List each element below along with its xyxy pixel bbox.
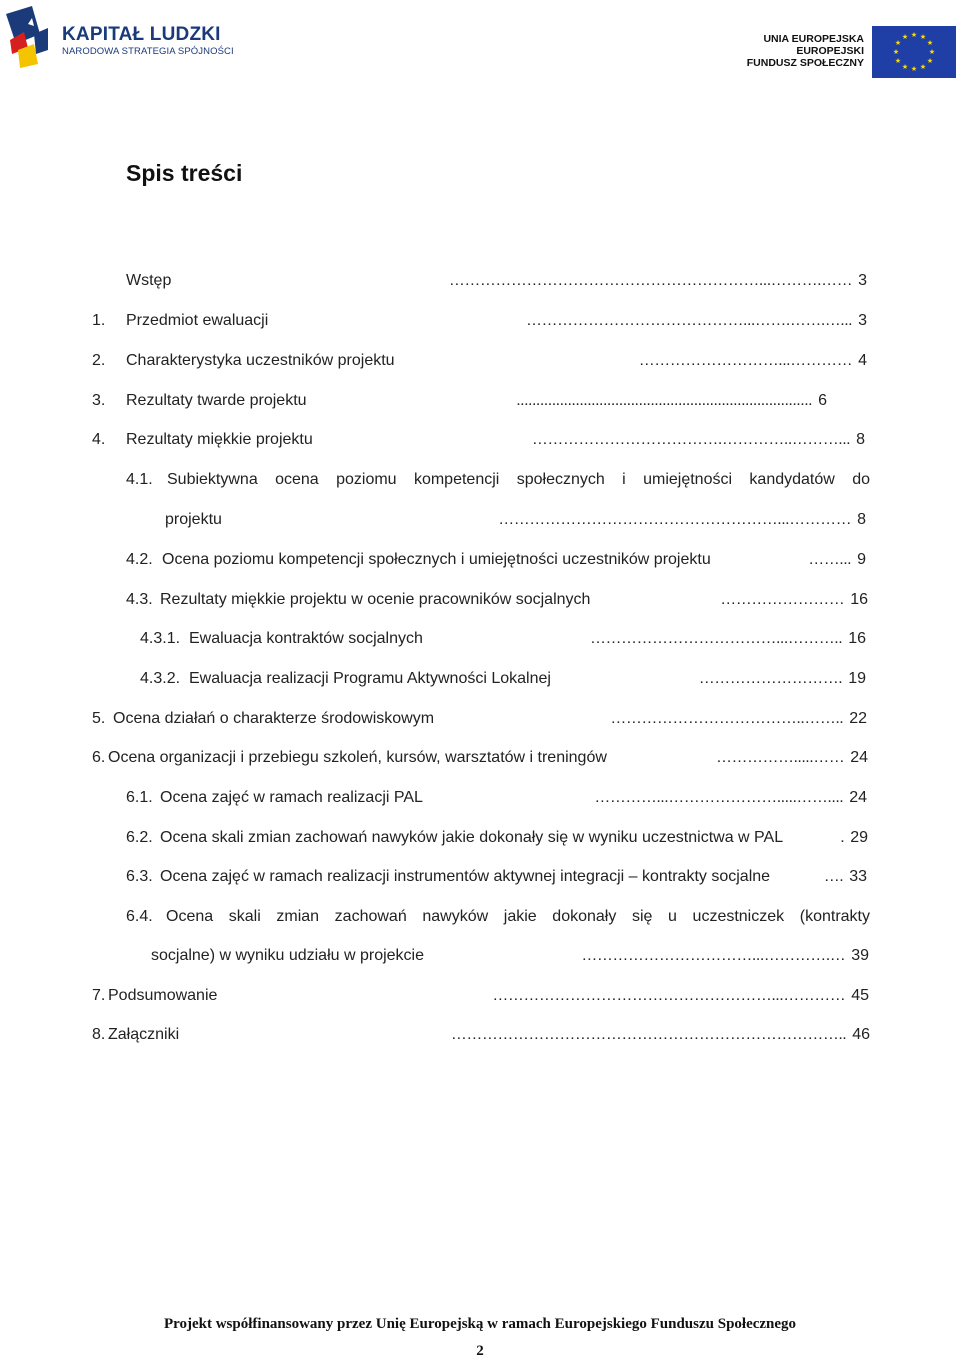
toc-entry-leader: ………………………………………………...………… — [492, 987, 846, 1004]
toc-entry-page: 3 — [858, 272, 867, 289]
toc-entry-title: Ewaluacja kontraktów socjalnych — [189, 630, 423, 647]
toc-entry-page: 3 — [858, 312, 867, 329]
toc-entry-number: 3. — [92, 392, 106, 409]
toc-entry[interactable] — [126, 590, 868, 610]
toc-entry-title: projektu — [165, 511, 222, 528]
toc-entry-leader: ……………………………...………….… — [581, 947, 846, 964]
toc-entry-number: 4. — [92, 431, 106, 448]
svg-text:★: ★ — [901, 33, 909, 41]
toc-entry-page: 24 — [850, 749, 868, 766]
toc-entry-page: 39 — [851, 947, 869, 964]
svg-text:★: ★ — [928, 48, 936, 56]
toc-entry-title: Wstęp — [126, 272, 172, 289]
toc-entry-number: 6.2. — [126, 829, 153, 846]
toc-entry[interactable] — [92, 986, 869, 1006]
toc-entry-title: Ocena organizacji i przebiegu szkoleń, kursów, warsztatów i treningów — [108, 749, 607, 766]
toc-entry-title: Podsumowanie — [108, 987, 218, 1004]
toc-entry-number: 4.3. — [126, 591, 153, 608]
toc-entry-number: 6.1. — [126, 789, 153, 806]
toc-entry-leader: ………………………………..…….. — [610, 710, 844, 727]
toc-entry-page: 33 — [849, 868, 867, 885]
toc-entry-number: 6.4. — [126, 908, 153, 925]
toc-entry-page: 45 — [851, 987, 869, 1004]
toc-entry[interactable] — [92, 391, 827, 411]
toc-entry[interactable] — [92, 430, 865, 450]
eu-line-3: FUNDUSZ SPOŁECZNY — [746, 57, 864, 69]
toc-entry[interactable] — [126, 828, 868, 848]
toc-entry-page: 9 — [857, 551, 866, 568]
toc-entry[interactable] — [151, 946, 869, 966]
toc-entry[interactable] — [126, 550, 866, 570]
toc-entry-title: Rezultaty twarde projektu — [126, 392, 307, 409]
toc-entry-leader: …………...………………….....…….... — [594, 789, 844, 806]
toc-entry-title: Ocena skali zmian zachowań nawyków jakie dokonały się w wyniku uczestnictwa w PAL — [160, 829, 784, 846]
toc-entry[interactable] — [140, 629, 866, 649]
toc-entry[interactable] — [92, 311, 867, 331]
page-title: Spis treści — [126, 160, 243, 186]
toc-entry-leader: ………………………...………… — [638, 352, 853, 369]
logo-title: KAPITAŁ LUDZKI — [62, 24, 221, 45]
toc-entry-leader: …………………… — [720, 591, 845, 608]
toc-entry-title: Ocena skali zmian zachowań nawyków jakie dokonały się u uczestniczek (kontrakty — [166, 908, 870, 925]
toc-entry-leader: ………………………………………………...………… — [498, 511, 852, 528]
toc-entry-leader: ………………………………………………………………….. — [450, 1026, 847, 1043]
toc-entry-page: 16 — [848, 630, 866, 647]
toc-entry-number: 4.2. — [126, 551, 153, 568]
toc-entry-page: 19 — [848, 670, 866, 687]
toc-entry-page: 4 — [858, 352, 867, 369]
toc-entry-leader: ………………………. — [698, 670, 843, 687]
toc-entry-title: Subiektywna ocena poziomu kompetencji społecznych i umiejętności kandydatów do — [167, 471, 870, 488]
toc-entry[interactable] — [140, 669, 866, 689]
toc-entry-page: 16 — [850, 591, 868, 608]
toc-entry-leader: …. — [823, 868, 844, 885]
toc-entry[interactable] — [92, 709, 867, 729]
toc-entry[interactable] — [126, 470, 870, 490]
svg-text:★: ★ — [919, 63, 927, 71]
toc-entry-number: 5. — [92, 710, 106, 727]
eu-line-1: UNIA EUROPEJSKA — [763, 33, 864, 45]
toc-entry[interactable] — [126, 271, 867, 291]
toc-entry-title: Ocena zajęć w ramach realizacji PAL — [160, 789, 423, 806]
toc-entry-number: 2. — [92, 352, 106, 369]
logo-subtitle: NARODOWA STRATEGIA SPÓJNOŚCI — [62, 46, 234, 57]
svg-text:★: ★ — [919, 33, 927, 41]
toc-entry[interactable] — [126, 788, 867, 808]
toc-entry-number: 4.3.1. — [140, 630, 181, 647]
svg-text:★: ★ — [926, 57, 934, 65]
eu-line-2: EUROPEJSKI — [796, 45, 864, 57]
toc-entry[interactable] — [92, 351, 867, 371]
toc-entry-number: 7. — [92, 987, 106, 1004]
toc-entry-page: 8 — [856, 431, 865, 448]
toc-entry-leader: ………………………………...……….. — [589, 630, 843, 647]
toc-entry-title: Ocena poziomu kompetencji społecznych i umiejętności uczestników projektu — [162, 551, 711, 568]
toc-entry-title: Załączniki — [108, 1026, 180, 1043]
svg-text:★: ★ — [910, 65, 918, 73]
toc-entry-page: 24 — [849, 789, 867, 806]
toc-entry-title: Rezultaty miękkie projektu w ocenie pracowników socjalnych — [160, 591, 591, 608]
page-number: 2 — [476, 1343, 484, 1359]
svg-text:★: ★ — [892, 48, 900, 56]
toc-entry-number: 6.3. — [126, 868, 153, 885]
toc-entry-number: 8. — [92, 1026, 106, 1043]
toc-entry-page: 8 — [857, 511, 866, 528]
toc-entry-number: 4.3.2. — [140, 670, 181, 687]
toc-entry-title: Ocena działań o charakterze środowiskowym — [113, 710, 435, 727]
toc-entry-title: Ocena zajęć w ramach realizacji instrumentów aktywnej integracji – kontrakty socjalne — [160, 868, 771, 885]
toc-entry[interactable] — [92, 748, 868, 768]
toc-entry-title: Rezultaty miękkie projektu — [126, 431, 313, 448]
toc-entry[interactable] — [126, 867, 867, 887]
toc-entry-leader: ……………………………………...…….…….…... — [526, 312, 853, 329]
toc-entry-leader: ……………………………….…………..………... — [531, 431, 851, 448]
svg-text:★: ★ — [926, 39, 934, 47]
toc-entry-leader: ……... — [808, 551, 852, 568]
toc-entry-page: 46 — [852, 1026, 870, 1043]
toc-entry-title: socjalne) w wyniku udziału w projekcie — [151, 947, 425, 964]
toc-entry-number: 6. — [92, 749, 106, 766]
toc-entry[interactable] — [165, 510, 866, 530]
toc-entry-number: 4.1. — [126, 471, 153, 488]
toc-entry-page: 22 — [849, 710, 867, 727]
toc-entry-leader: . — [840, 829, 845, 846]
toc-entry[interactable] — [92, 1025, 870, 1045]
toc-entry-leader: ……………………………………………………...……….…… — [448, 272, 853, 289]
svg-text:★: ★ — [894, 57, 902, 65]
toc-entry-leader: …………….....…… — [715, 749, 845, 766]
toc-entry-page: 29 — [850, 829, 868, 846]
svg-text:★: ★ — [901, 63, 909, 71]
funding-note: Projekt współfinansowany przez Unię Europejską w ramach Europejskiego Funduszu Społecznego — [163, 1316, 797, 1332]
toc-entry-leader: ........................................................................... — [516, 392, 813, 409]
svg-text:★: ★ — [894, 39, 902, 47]
toc-entry-number: 1. — [92, 312, 106, 329]
toc-entry[interactable] — [126, 907, 870, 927]
toc-entry-title: Przedmiot ewaluacji — [126, 312, 269, 329]
toc-entry-title: Ewaluacja realizacji Programu Aktywności Lokalnej — [189, 670, 551, 687]
svg-text:★: ★ — [910, 31, 918, 39]
toc-entry-page: 6 — [818, 392, 827, 409]
toc-entry-title: Charakterystyka uczestników projektu — [126, 352, 395, 369]
